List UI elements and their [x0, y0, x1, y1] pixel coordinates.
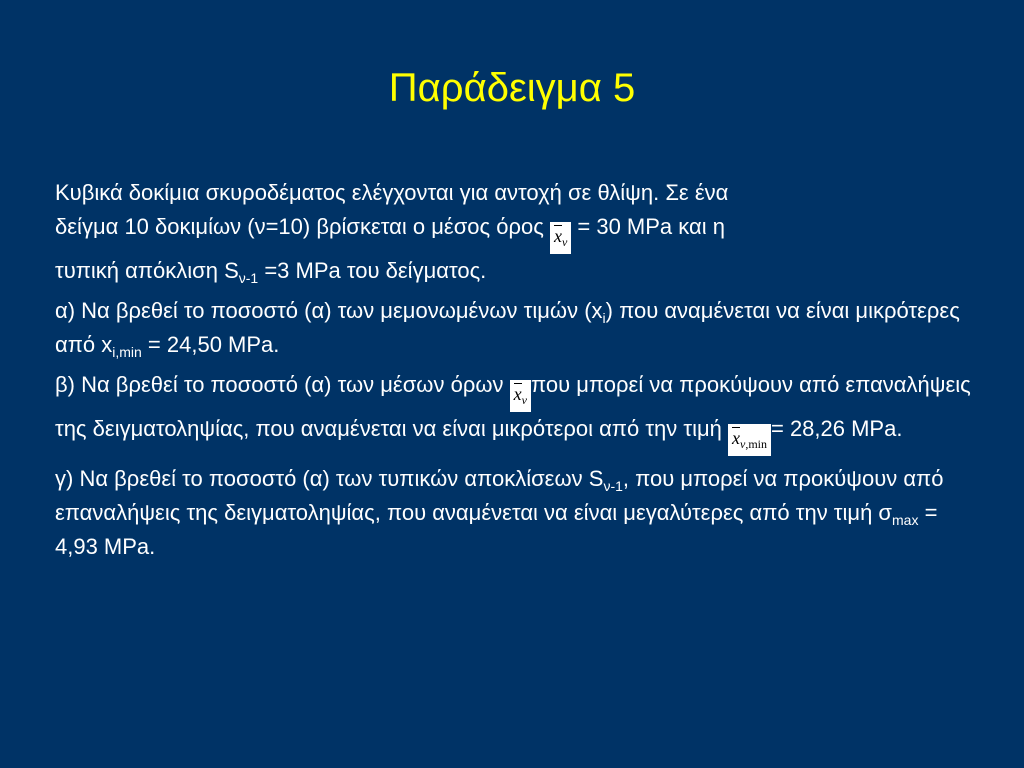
intro-line-3b: =3 MPa του δείγματος. [258, 258, 487, 283]
intro-line-3a: τυπική απόκλιση S [55, 258, 239, 283]
slide-body [55, 176, 975, 570]
part-c-sub-max: max [892, 512, 919, 528]
part-b-text-2: που μπορεί να προκύψουν από επαναλήψεις της δειγματοληψίας, που αναμένεται να είναι μικρότεροι από την τιμή [55, 372, 971, 441]
part-c-text-3: = 4,93 MPa. [55, 500, 938, 559]
intro-line-1: Κυβικά δοκίμια σκυροδέματος ελέγχονται για αντοχή σε θλίψη. Σε ένα [55, 180, 729, 205]
part-b-text-1: β) Να βρεθεί το ποσοστό (α) των μέσων όρων [55, 372, 510, 397]
part-c-text-1: γ) Να βρεθεί το ποσοστό (α) των τυπικών αποκλίσεων S [55, 466, 604, 491]
part-c-paragraph [55, 462, 975, 564]
mean-min-formula: $x_{\nu,min}$ [728, 424, 771, 456]
mean-formula-b: $x_\nu$ [510, 380, 531, 412]
part-a-sub-imin: i,min [112, 344, 142, 360]
intro-std-subscript: ν-1 [238, 270, 259, 286]
part-c-sub-std: ν-1 [603, 478, 623, 494]
intro-line-2b: = 30 MPa και η [571, 214, 725, 239]
intro-line-2a: δείγμα 10 δοκιμίων (ν=10) βρίσκεται ο μέσος όρος [55, 214, 550, 239]
sample-mean-formula: $x_\nu$ [550, 222, 571, 254]
part-a-paragraph [55, 294, 975, 362]
part-a-text-2: ) που αναμένεται να είναι μικρότερες από x [55, 298, 960, 357]
slide-title: Παράδειγμα 5 [388, 66, 636, 110]
part-a-sub-i: i [602, 310, 606, 326]
part-b-text-3: = 28,26 MPa. [770, 416, 903, 441]
part-b-paragraph [55, 368, 975, 456]
part-c-text-2: , που μπορεί να προκύψουν από επαναλήψεις της δειγματοληψίας, που αναμένεται να είναι μεγαλύτερες από την τιμή σ [55, 466, 944, 525]
part-a-text-1: α) Να βρεθεί το ποσοστό (α) των μεμονωμένων τιμών (x [55, 298, 603, 323]
intro-paragraph [55, 176, 975, 288]
part-a-text-3: = 24,50 MPa. [141, 332, 280, 357]
